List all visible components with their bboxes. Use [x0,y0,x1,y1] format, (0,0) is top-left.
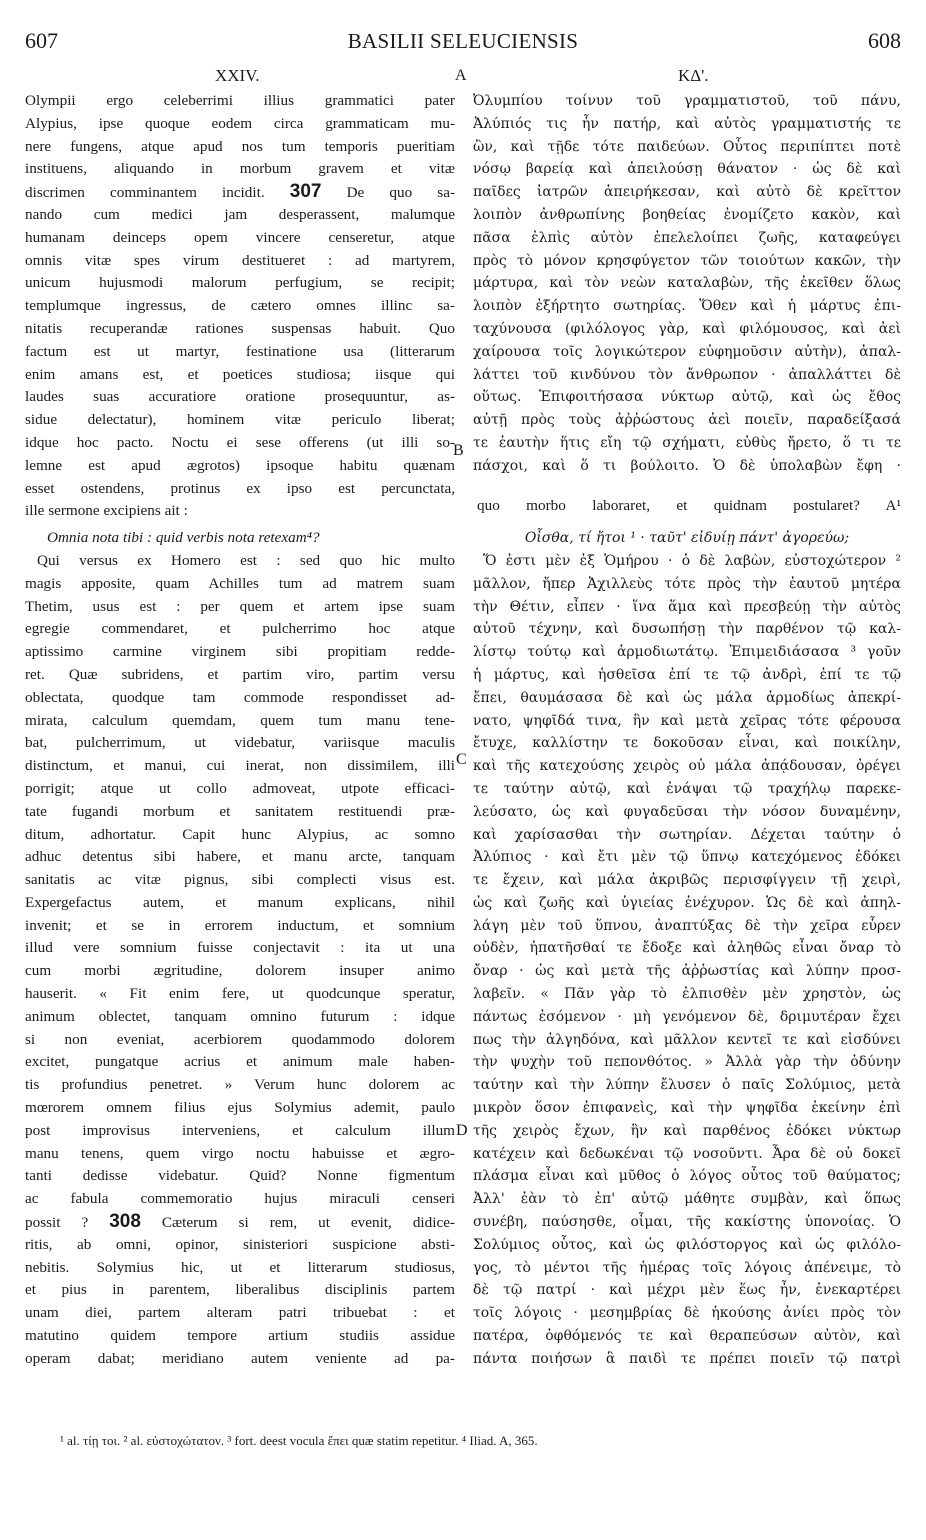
text-line: ταχύνουσα (φιλόλογος γὰρ, καὶ φιλόμουσος, καὶ ἀεὶ [473,320,901,337]
text-line: χαίρουσα τοῖς λογικώτερον εὐφημοῦσιν αὐτὴν), ἀπαλ- [473,343,901,360]
text-line: οὕτως. Ἐπιφοιτήσασα νύκτωρ αὐτῷ, καὶ ὡς ἔθος [473,389,901,406]
latin-paragraph-2 [25,550,455,1371]
text-line: ἡ μάρτυς, καὶ ἡσθεῖσα ἐπί τε τῷ ἀνδρὶ, ἐπί τε τῷ [473,666,901,683]
text-line: λάττει τοῦ κινδύνου τὸν ἄνθρωπον · ἀπαλλάττει δὲ [473,366,901,383]
text-line: ἔπει, θαυμάσασα δὲ καὶ ὡς μάλα ἁρμοδίως ἀπεκρί- [473,689,901,706]
text-line: humanam deinceps opem vincere censeretur, atque [25,228,455,246]
text-line: magis apposite, quam Achilles tum ad matrem suam [25,574,455,592]
latin-overflow-line: quo morbo laboraret, et quidnam postularet? A¹ [477,497,901,514]
text-line: νατο, ψηφῖδά τινα, ἣν καὶ μετὰ χεῖρας τότε φέρουσα [473,712,901,729]
text-line: Olympii ergo celeberrimi illius grammatici pater [25,92,455,109]
verse-greek: Οἶσθα, τί ἤτοι ¹ · ταῦτ' εἰδυίῃ πάντ' ἀγορεύω; [524,530,850,547]
text-line: et pius in parentem, liberalibus disciplinis partem [25,1281,455,1299]
text-line: Ὀλυμπίου τοίνυν τοῦ γραμματιστοῦ, τοῦ πάνυ, [473,93,901,109]
text-line: ret. Quæ subridens, et partim viro, partim versu [25,665,455,683]
text-line: πως τὴν ἀλγηδόνα, καὶ μᾶλλον κεντεῖ τε καὶ εἰσδύνει [473,1031,901,1048]
text-line: bat, pulcherrimum, ut videbatur, variisque maculis [25,734,455,752]
text-line: γος, τὸ μέντοι τῆς ἡμέρας τοῖς λόγοις ἀπένειμε, τὸ [473,1259,901,1276]
text-line: sanitatis ac vitæ pignus, sibi complecti visus est. [25,871,455,889]
text-line: nando cum medici jam desperassent, malumque [25,205,455,223]
text-line: καὶ τῆς κατεχούσης χειρὸς οὐ μάλα ἀπᾴδουσαν, ὀρέγει [473,758,901,775]
text-line: συνέβη, παύσησθε, οἶμαι, τῆς κακίστης ὑπονοίας. Ὁ [473,1214,901,1231]
greek-column [473,62,901,1371]
text-line: Σολύμιος οὗτος, καὶ ὡς φιλόστοργος καὶ ὡς φιλόλο- [473,1236,901,1253]
text-line: τῆς χειρὸς ἔχων, ἣν καὶ παρθένος ἐδόκει νύκτωρ [473,1122,901,1139]
text-line: excitet, pungatque acrius et animum male haben- [25,1053,455,1071]
text-line: Ὅ ἐστι μὲν ἐξ Ὁμήρου · ὁ δὲ λαβὼν, εὐστοχώτερον ² [483,552,901,569]
text-line: ὢν, καὶ τῇδε τότε παιδεύων. Οὗτος περιπίπτει ποτὲ [473,138,901,155]
text-line: esset ostendens, protinus ex ipso est percunctata, [25,479,455,497]
text-line: μικρὸν ὅσον ἐπιφανεὶς, καὶ τὴν ψηφῖδα ἐκείνην ἐπὶ [473,1100,901,1117]
footnotes: ¹ al. τίῃ τοι. ² al. εὐστοχώτατον. ³ fort. deest vocula ἔπει quæ statim repetitur. ⁴ Iliad. A, 365. [60,1433,538,1448]
text-line: πάσχοι, καὶ ὅ τι βούλοιτο. Ὁ δὲ ὑπολαβὼν ἔφη · [473,457,901,474]
text-line: hauserit. « Fit enim fere, ut quodcunque speratur, [25,985,455,1003]
text-line: animum oblectet, tanquam omnino futurum : idque [25,1007,455,1025]
text-line: Qui versus ex Homero est : sed quo hic multo [37,551,455,569]
text-line: mœrorem omnem filius ejus Solymius ademit, paulo [25,1099,455,1117]
text-line: λεύσατο, ὡς καὶ φυγαδεῦσαι τὴν νόσον δυναμένην, [473,803,901,820]
text-line: αὐτοῦ τέχνην, καὶ δυσωπήσῃ τὴν παρθένον τῷ καλ- [473,621,901,638]
margin-mark-a: A [455,67,467,84]
text-line: ὡς καὶ ζωῆς καὶ ὑγιείας ἐνέχυρον. Ὡς δὲ καὶ ἀπηλ- [473,894,901,911]
text-line: πάντα ποιήσων ἃ παιδὶ τε πρέπει ποιεῖν τῷ πατρὶ [473,1350,901,1367]
text-line: Ἀλύπιος · καὶ ἔτι μὲν τῷ ὕπνῳ κατεχόμενος ἐδόκει [473,849,901,866]
text-line: Thetim, usus est : per quem et artem ipse suam [25,597,455,615]
latin-column [25,62,455,1371]
line-text: discrimen comminantem incidit. [25,184,265,202]
text-line [25,1211,455,1234]
text-line: nitatis recuperandæ rationes suspensas habuit. Quo [25,319,455,337]
greek-paragraph-2 [473,550,901,1371]
running-title: BASILII SELEUCIENSIS [347,29,579,53]
text-line: μᾶλλον, ἤπερ Ἀχιλλεὺς τότε πρὸς τὴν ἑαυτοῦ μητέρα [473,575,901,592]
text-line: operam dabat; meridiano autem veniente ad pa- [25,1349,455,1367]
text-line: si non eveniat, acerbiorem quodammodo dolorem [25,1030,455,1048]
text-line: τε ἔχειν, καὶ μάλα ἀκριβῶς περισφίγγειν τῇ χειρὶ, [473,872,901,889]
text-line: τε ἑαυτὴν ἥτις εἴη τῷ σχήματι, εὐθὺς ἤρετο, ὅ τι τε [473,434,901,451]
text-line: τοῖς λόγοις · μεσημβρίας δὲ ἡκούσης ἀνίει πρὸς τὸν [473,1305,901,1322]
text-line: ὄναρ · ὡς καὶ μετὰ τῆς ἀῤῥωστίας καὶ λύπην προσ- [473,963,901,980]
text-line: idque hoc pacto. Noctu ei sese offerens (ut illi so- [25,433,455,451]
line-text: possit ? [25,1214,89,1232]
text-line: unicum hujusmodi malorum perfugium, se recipit; [25,274,455,292]
text-line: unam diei, partem alteram patri tribuebat : et [25,1304,455,1322]
text-line: λοιπὸν ἀνθρωπίνης βοηθείας ἐνομίζετο κακὸν, καὶ [473,206,901,223]
text-line: nebitis. Solymius hic, ut et litterarum studiosus, [25,1258,455,1276]
text-line: oblectata, quodque tam commode respondisset ad- [25,688,455,706]
text-line: αὐτῇ πρὸς τοὺς ἀῤῥώστους ἀεὶ ποιεῖν, παραδείξασά [473,412,901,429]
text-line: ac fabula commemoratio hujus miraculi censeri [25,1190,455,1208]
text-line: ditum, adhortatur. Capit hunc Alypius, ac somno [25,825,455,843]
text-line: δὲ τῷ πατρί · καὶ μέχρι μὲν ἕως ἦν, ἐνεκαρτέρει [473,1282,901,1299]
margin-mark-d: D [456,1122,468,1139]
text-line: μάρτυρα, καὶ τὸν νεὼν καταλαβὼν, τῆς ἐκεῖθεν ὅλως [473,275,901,292]
text-line: laudes suas accuratiore oratione prosequuntur, as- [25,388,455,406]
text-line: ille sermone excipiens ait : [25,502,188,520]
text-line: παῖδες ἰατρῶν ἀπειρήκεσαν, καὶ αὐτὸ δὲ κρεῖττον [473,184,901,201]
text-line: porrigit; atque ut collo admoveat, utpote efficaci- [25,779,455,797]
text-line: πλάσμα εἶναι καὶ μῦθος ὁ λόγος οὗτος τοῦ θαύματος; [473,1168,901,1185]
text-line: factum est ut martyr, festinatione usa (litterarum [25,342,455,360]
text-line: nere fungens, atque apud nos tum temporis pueritiam [25,137,455,155]
section-heading-greek: ΚΔ'. [678,66,709,85]
text-line: τε ταύτην αὐτῷ, καὶ ἐνάψαι τῷ τραχήλῳ παρεκε- [473,780,901,797]
text-line: tanti dedisse videbatur. Quid? Nonne figmentum [25,1167,455,1185]
text-line: mirata, calculum quemdam, quem tum manu tene- [25,711,455,729]
text-line: λίστῳ τούτῳ καὶ ἁρμοδιωτάτῳ. Ἐπιμειδιάσασα ³ γοῦν [473,644,901,661]
text-line: ἔτυχε, καλλίστην τε δοκοῦσαν εἶναι, καὶ ποικίλην, [473,735,901,752]
text-line: τὴν ψυχὴν τοῦ πεπονθότος. » Ἀλλὰ γὰρ τὴν ὀδύνην [473,1054,901,1071]
text-line: καὶ χαρίσασθαι τὴν σωτηρίαν. Δέχεται ταύτην ὁ [473,826,901,843]
text-line: cum morbi ægritudine, dolorem insuper animo [25,962,455,980]
greek-paragraph-1 [473,90,901,523]
line-text: Cæterum si rem, ut evenit, didice- [161,1214,455,1232]
latin-paragraph-1 [25,90,455,523]
text-line: Ἀλλ' ἐὰν τὸ ἐπ' αὐτῷ μάθητε συμβὰν, καὶ ὅπως [473,1191,901,1208]
text-line: Alypius, ipse quoque eodem circa grammaticam mu- [25,114,455,132]
text-line: tis profundius penetret. » Verum hunc dolorem ac [25,1076,455,1094]
text-line: Expergefactus autem, et manum explicans, nihil [25,893,455,911]
text-line: egregie commendaret, et pulcherrimo hoc atque [25,620,455,638]
text-line: πάντως ἐσόμενον · μὴ γενόμενον δὲ, δριμυτέραν ἔχει [473,1008,901,1025]
text-line: τὴν Θέτιν, εἶπεν · ἵνα ἅμα καὶ πρεσβεύῃ τὴν αὐτὸς [473,598,901,615]
page-number-right: 608 [868,28,901,53]
text-line: matutino quidem tempore artium studiis assidue [25,1327,455,1345]
text-line: post improvisus interveniens, et calculum illum [25,1121,455,1139]
text-line: ταύτην καὶ τὴν λύπην ἔλυσεν ὁ παῖς Σολύμιος, μετὰ [473,1077,901,1094]
margin-mark-c: C [456,751,467,768]
text-line: aptissimo carmine virginem sibi propitiam redde- [25,643,455,661]
text-line: tate fugandi morbum et sanitatem restituendi præ- [25,802,455,820]
verse-latin: Omnia nota tibi : quid verbis nota retexam⁴? [47,529,320,547]
text-line: Ἀλύπιός τις ἦν πατήρ, καὶ αὐτὸς γραμματιστής τε [473,115,901,132]
line-text: De quo sa- [346,184,455,202]
text-line: πᾶσα ἐλπὶς αὐτὸν ἐπελελοίπει ζωῆς, καταφεύγει [473,229,901,246]
text-line: manu tenens, quem virgo noctu habuisse et ægro- [25,1144,455,1162]
text-line: λάγη μὲν τοῦ ὕπνου, ἀναπτύξας δὲ τὴν χεῖρα εὗρεν [473,917,901,934]
text-line: λοιπὸν ἐξήρτητο σωτηρίας. Ὅθεν καὶ ἡ μάρτυς ἐπι- [473,298,901,315]
text-line: πρὸς τὸ μόνον κρησφύγετον τῶν τοιούτων κακῶν, τὴν [473,252,901,269]
text-line: omnis vitæ spes virum destitueret : ad martyrem, [25,251,455,269]
text-line: sidue delectatur), hominem vitæ periculo liberat; [25,411,455,429]
page-number-left: 607 [25,28,58,53]
margin-mark-b: B [453,442,464,459]
text-line: enim amans est, et poetices studiosa; iisque qui [25,365,455,383]
text-line: νόσῳ βαρείᾳ καὶ ἀπειλούσῃ θάνατον · ὡς δὲ καὶ [473,161,901,178]
text-line: templumque ingressus, de cætero omnes illinc sa- [25,297,455,315]
text-line [25,181,455,204]
text-line: οὐδὲν, ἠπατῆσθαί τε ἔδοξε καὶ ἀληθῶς εἶναι ὄναρ τὸ [473,940,901,957]
text-line: κατέχειν καὶ δεδωκέναι τῷ νοσοῦντι. Ἆρα δὲ οὐ δοκεῖ [473,1145,901,1162]
text-line: illud vere somnium fuisse conjectavit : ita ut una [25,939,455,957]
text-line: lemne est apud ægrotos) ipsoque habitu quænam [25,456,455,474]
text-line: distinctum, et manui, cui inerat, non dissimilem, illi [25,757,455,775]
text-line: adhuc detentus sibi habere, et manu arcte, tanquam [25,848,455,866]
text-line: invenit; et se in errorem inductum, et somnium [25,916,455,934]
text-line: ritis, ab omni, opinor, sinisteriori suspicione absti- [25,1235,455,1253]
text-line: λαβεῖν. « Πᾶν γὰρ τὸ ἐλπισθὲν μὲν χρηστὸν, ὡς [473,986,901,1003]
section-heading-latin: XXIV. [215,66,260,85]
text-line: πατέρα, ὀφθόμενός τε καὶ θεραπεύσων αὐτὸν, καὶ [473,1328,901,1345]
text-line: instituens, aliquando in morbum gravem et vitæ [25,160,455,178]
column-number: 308 [109,1211,141,1233]
column-number: 307 [289,181,322,203]
